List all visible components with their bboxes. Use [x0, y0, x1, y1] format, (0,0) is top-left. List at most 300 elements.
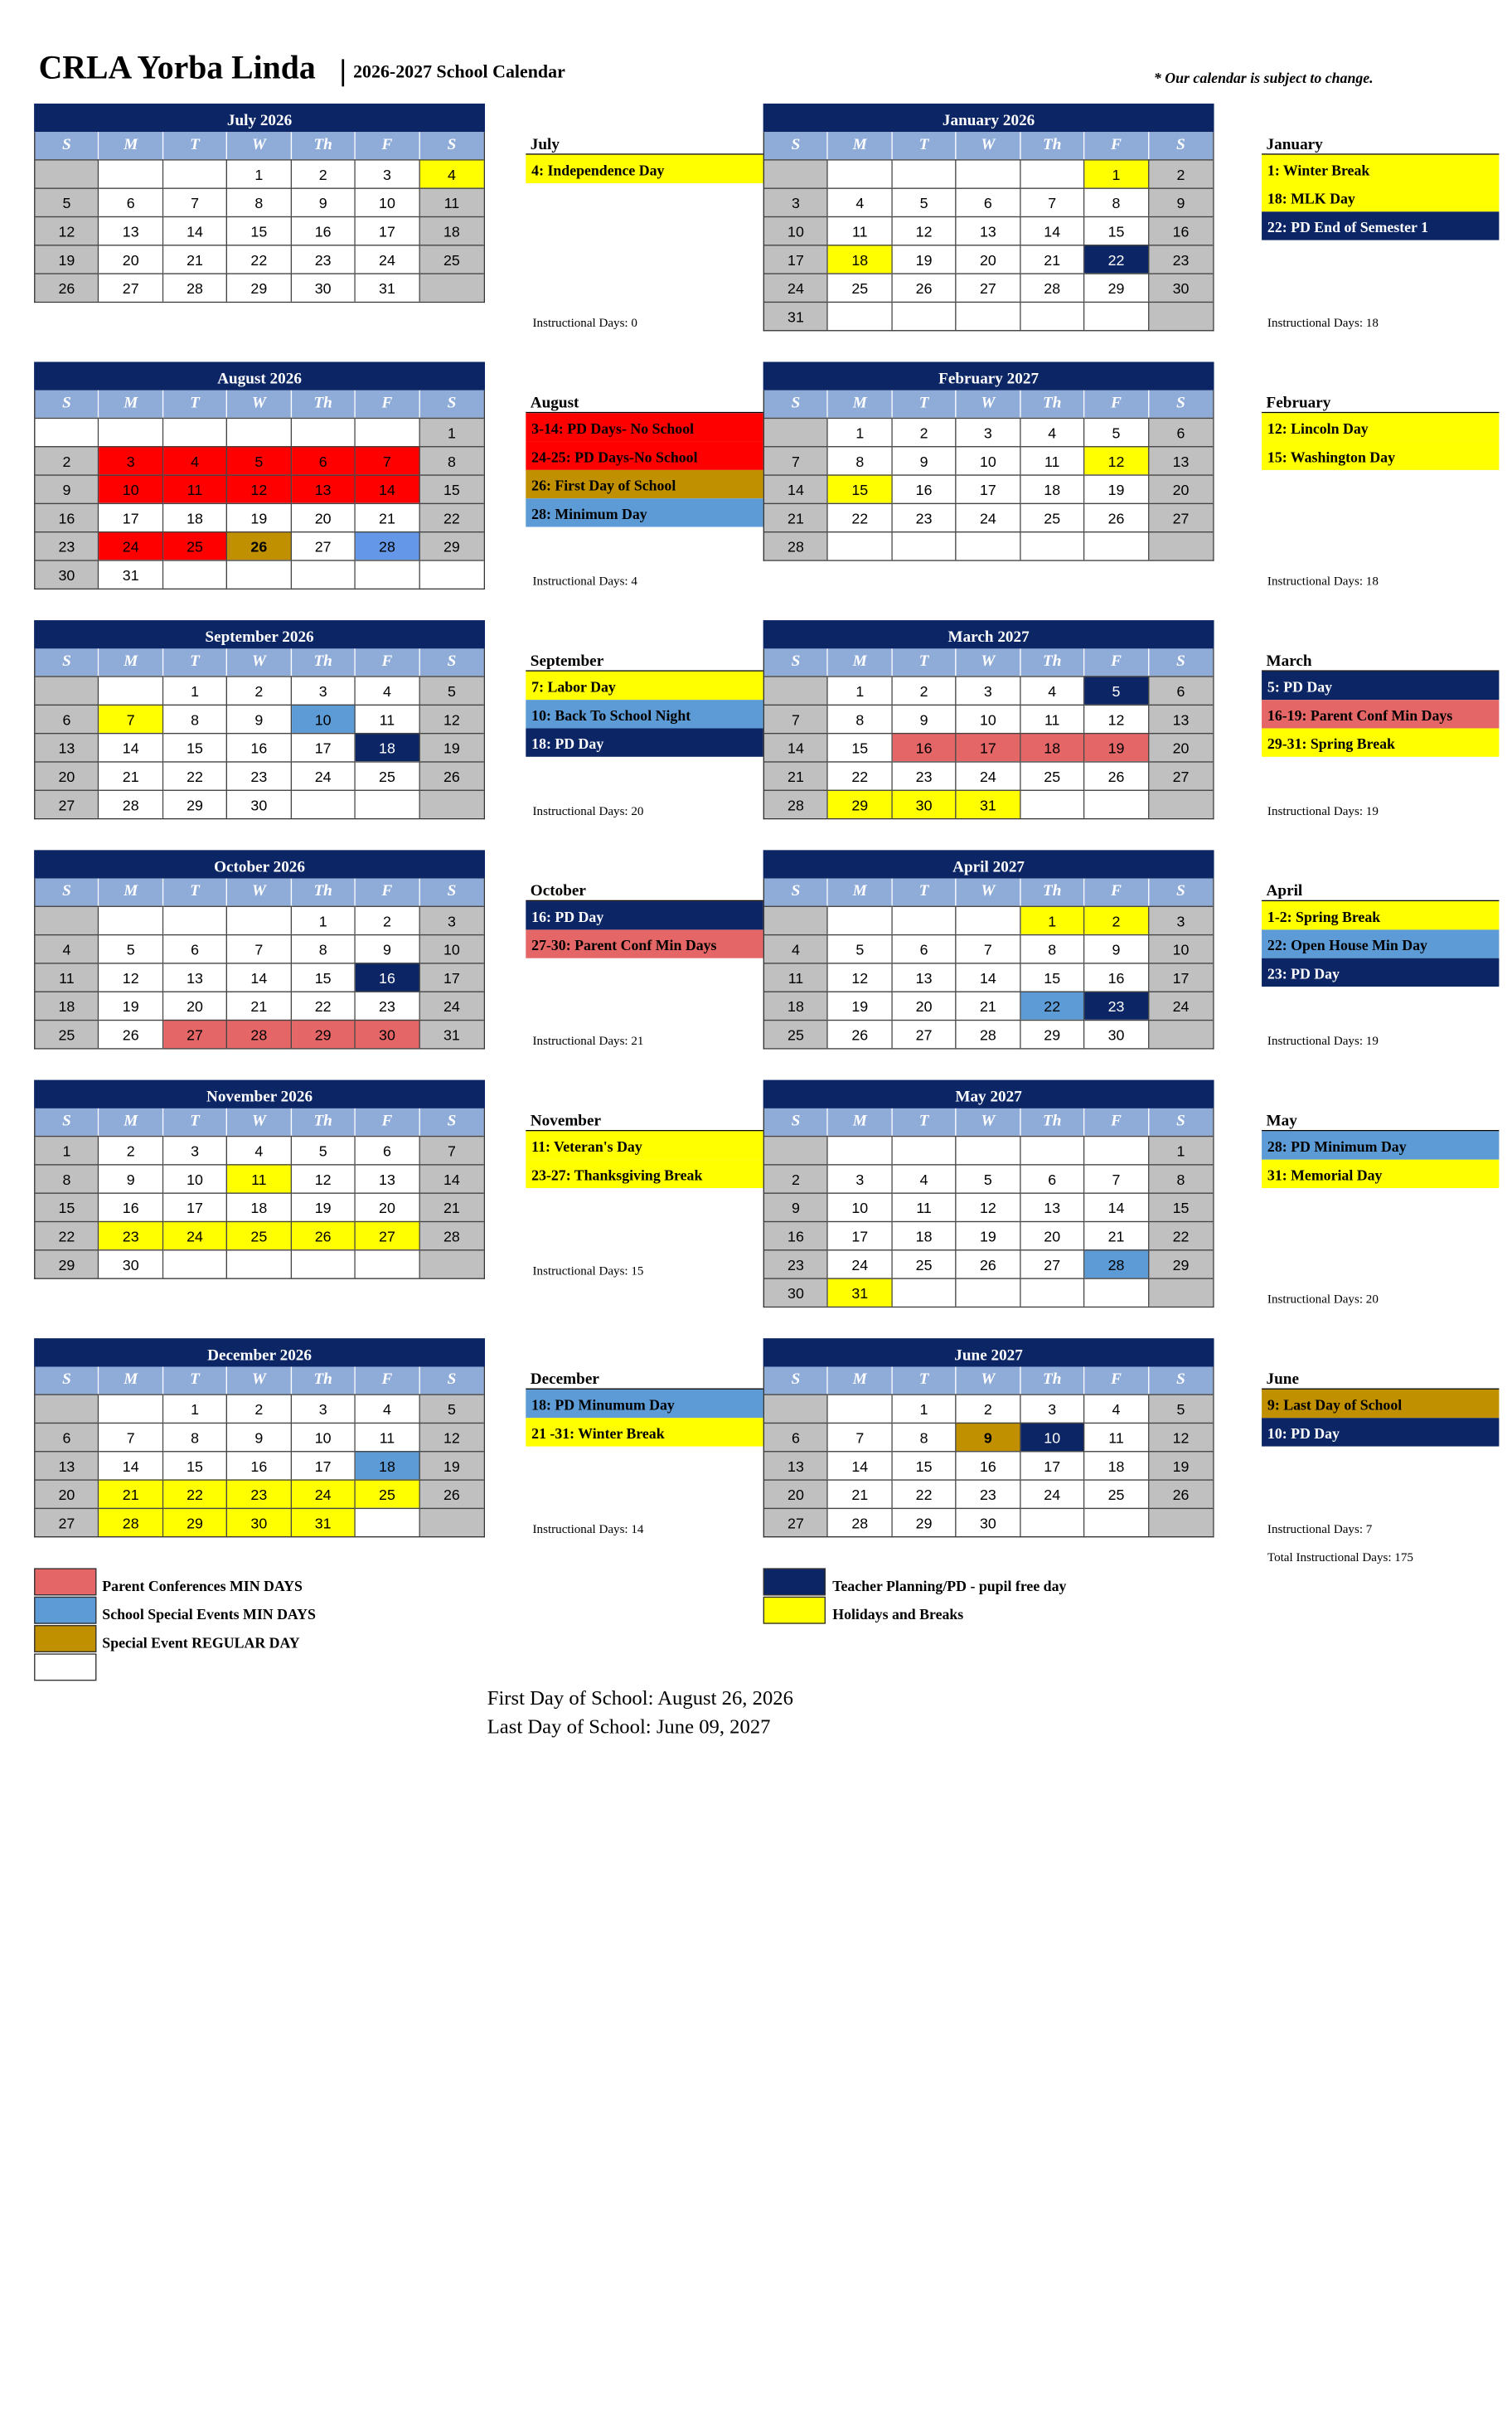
day-cell: 16: [893, 474, 957, 502]
day-cell: 11: [356, 1423, 419, 1451]
month-grid: [763, 648, 1214, 819]
day-cell: 11: [828, 216, 892, 245]
day-cell: 12: [292, 1164, 356, 1192]
day-cell: 13: [99, 216, 163, 245]
day-cell: 27: [35, 1508, 99, 1536]
day-cell: 20: [35, 1479, 99, 1507]
day-cell: 23: [1085, 992, 1149, 1020]
event-item: 29-31: Spring Break: [1262, 728, 1499, 756]
day-cell: 25: [1020, 503, 1084, 531]
empty-cell: [356, 790, 419, 818]
day-cell: 31: [356, 273, 419, 301]
day-cell: 10: [356, 187, 419, 216]
empty-cell: [419, 1249, 483, 1278]
day-cell: 18: [35, 992, 99, 1020]
day-cell: 12: [419, 1423, 483, 1451]
events-sep: [526, 648, 763, 756]
day-cell: 9: [227, 705, 291, 733]
day-cell: 3: [957, 418, 1020, 446]
day-cell: 12: [99, 963, 163, 991]
empty-cell: [764, 159, 828, 187]
day-cell: 24: [419, 992, 483, 1020]
day-header: F: [1085, 1108, 1149, 1136]
day-cell: 8: [828, 446, 892, 474]
day-header: S: [764, 390, 828, 418]
day-cell: 1: [828, 676, 892, 704]
day-cell: 11: [1020, 446, 1084, 474]
day-cell: 27: [35, 790, 99, 818]
day-header: S: [764, 132, 828, 159]
day-header: Th: [1020, 879, 1084, 906]
month-aug: [34, 361, 485, 589]
month-title: November 2026: [34, 1080, 485, 1108]
empty-cell: [99, 418, 163, 446]
empty-cell: [99, 1394, 163, 1422]
day-header: M: [828, 648, 892, 676]
month-title: May 2027: [763, 1080, 1214, 1108]
day-cell: 30: [1149, 273, 1213, 301]
day-cell: 19: [1085, 474, 1149, 502]
day-cell: 14: [99, 733, 163, 761]
day-cell: 30: [35, 560, 99, 588]
day-cell: 22: [163, 761, 227, 789]
day-cell: 23: [1149, 245, 1213, 273]
legend-swatch-special-events-min: [34, 1597, 96, 1624]
day-cell: 25: [1020, 761, 1084, 789]
day-header: W: [957, 390, 1020, 418]
legend-swatch-holidays: [763, 1597, 826, 1624]
day-cell: 9: [227, 1423, 291, 1451]
day-cell: 26: [99, 1020, 163, 1048]
day-cell: 16: [227, 1451, 291, 1479]
month-mar: [763, 620, 1214, 819]
day-cell: 27: [292, 531, 356, 560]
empty-cell: [957, 1136, 1020, 1164]
events-title: May: [1262, 1108, 1499, 1131]
event-item: 1: Winter Break: [1262, 155, 1499, 183]
day-cell: 8: [1020, 934, 1084, 963]
day-cell: 28: [1085, 1249, 1149, 1278]
day-cell: 14: [356, 474, 419, 502]
empty-cell: [419, 790, 483, 818]
day-cell: 6: [957, 187, 1020, 216]
day-cell: 8: [1085, 187, 1149, 216]
instructional-days: Instructional Days: 15: [532, 1264, 644, 1278]
event-item: 18: PD Minumum Day: [526, 1390, 763, 1418]
event-item: 27-30: Parent Conf Min Days: [526, 929, 763, 958]
day-cell: 22: [828, 503, 892, 531]
empty-cell: [35, 159, 99, 187]
day-header: W: [227, 1108, 291, 1136]
day-cell: 25: [163, 531, 227, 560]
day-header: M: [99, 648, 163, 676]
month-grid: [763, 879, 1214, 1050]
day-cell: 9: [1085, 934, 1149, 963]
day-cell: 3: [419, 906, 483, 934]
day-cell: 4: [419, 159, 483, 187]
day-cell: 21: [957, 992, 1020, 1020]
day-cell: 19: [35, 245, 99, 273]
empty-cell: [35, 1394, 99, 1422]
instructional-days: Instructional Days: 20: [1267, 1293, 1379, 1307]
day-cell: 14: [764, 474, 828, 502]
day-cell: 5: [1085, 676, 1149, 704]
day-header: Th: [1020, 1366, 1084, 1394]
month-title: July 2026: [34, 104, 485, 132]
day-cell: 18: [828, 245, 892, 273]
day-cell: 15: [163, 1451, 227, 1479]
day-cell: 9: [356, 934, 419, 963]
empty-cell: [1020, 1136, 1084, 1164]
day-cell: 5: [419, 676, 483, 704]
day-header: W: [227, 390, 291, 418]
day-header: T: [893, 132, 957, 159]
day-cell: 6: [893, 934, 957, 963]
event-item: 5: PD Day: [1262, 672, 1499, 700]
day-cell: 19: [292, 1192, 356, 1220]
day-cell: 9: [35, 474, 99, 502]
day-cell: 21: [163, 245, 227, 273]
day-cell: 22: [163, 1479, 227, 1507]
instructional-days: Instructional Days: 18: [1267, 575, 1379, 589]
empty-cell: [227, 418, 291, 446]
event-item: 10: PD Day: [1262, 1418, 1499, 1446]
day-cell: 5: [893, 187, 957, 216]
day-header: T: [163, 648, 227, 676]
month-title: August 2026: [34, 361, 485, 390]
day-cell: 17: [1149, 963, 1213, 991]
day-cell: 25: [893, 1249, 957, 1278]
day-cell: 4: [35, 934, 99, 963]
day-cell: 25: [419, 245, 483, 273]
day-cell: 2: [1085, 906, 1149, 934]
day-cell: 29: [893, 1508, 957, 1536]
day-header: W: [227, 879, 291, 906]
day-cell: 3: [764, 187, 828, 216]
day-cell: 13: [1149, 705, 1213, 733]
day-cell: 30: [356, 1020, 419, 1048]
day-cell: 4: [1085, 1394, 1149, 1422]
day-cell: 17: [99, 503, 163, 531]
empty-cell: [1085, 1278, 1149, 1306]
day-cell: 30: [957, 1508, 1020, 1536]
day-cell: 27: [1020, 1249, 1084, 1278]
day-cell: 13: [957, 216, 1020, 245]
day-cell: 25: [356, 1479, 419, 1507]
first-day-of-school: First Day of School: August 26, 2026: [487, 1686, 793, 1710]
day-cell: 6: [1149, 418, 1213, 446]
day-cell: 4: [1020, 418, 1084, 446]
events-title: October: [526, 879, 763, 901]
day-cell: 26: [893, 273, 957, 301]
day-cell: 1: [828, 418, 892, 446]
day-cell: 12: [828, 963, 892, 991]
day-cell: 7: [356, 446, 419, 474]
day-cell: 1: [893, 1394, 957, 1422]
day-cell: 31: [419, 1020, 483, 1048]
day-header: M: [99, 1108, 163, 1136]
day-cell: 26: [1085, 761, 1149, 789]
empty-cell: [99, 159, 163, 187]
day-cell: 12: [957, 1192, 1020, 1220]
day-cell: 9: [893, 705, 957, 733]
day-cell: 22: [893, 1479, 957, 1507]
month-title: March 2027: [763, 620, 1214, 648]
day-header: F: [356, 132, 419, 159]
day-cell: 15: [828, 733, 892, 761]
day-cell: 23: [292, 245, 356, 273]
day-cell: 10: [163, 1164, 227, 1192]
day-cell: 4: [1020, 676, 1084, 704]
day-cell: 2: [1149, 159, 1213, 187]
day-cell: 9: [1149, 187, 1213, 216]
day-cell: 7: [957, 934, 1020, 963]
day-cell: 6: [1020, 1164, 1084, 1192]
day-header: W: [957, 1108, 1020, 1136]
empty-cell: [957, 906, 1020, 934]
day-cell: 10: [764, 216, 828, 245]
month-apr: [763, 850, 1214, 1049]
day-cell: 2: [35, 446, 99, 474]
legend-label-parent-conf: Parent Conferences MIN DAYS: [102, 1577, 303, 1595]
day-cell: 22: [35, 1221, 99, 1249]
day-cell: 1: [163, 1394, 227, 1422]
day-cell: 11: [1085, 1423, 1149, 1451]
event-item: 15: Washington Day: [1262, 442, 1499, 470]
empty-cell: [1020, 790, 1084, 818]
day-cell: 26: [292, 1221, 356, 1249]
event-item: 12: Lincoln Day: [1262, 413, 1499, 441]
day-cell: 18: [764, 992, 828, 1020]
day-cell: 1: [227, 159, 291, 187]
events-title: January: [1262, 132, 1499, 154]
day-cell: 17: [828, 1221, 892, 1249]
day-header: W: [227, 132, 291, 159]
event-item: 31: Memorial Day: [1262, 1160, 1499, 1188]
day-cell: 31: [99, 560, 163, 588]
day-cell: 19: [419, 1451, 483, 1479]
day-cell: 5: [35, 187, 99, 216]
day-cell: 21: [1020, 245, 1084, 273]
day-header: W: [957, 648, 1020, 676]
empty-cell: [828, 906, 892, 934]
instructional-days: Instructional Days: 7: [1267, 1522, 1373, 1537]
total-instructional-days: Total Instructional Days: 175: [1267, 1550, 1413, 1565]
day-cell: 29: [419, 531, 483, 560]
empty-cell: [828, 1394, 892, 1422]
day-cell: 30: [99, 1249, 163, 1278]
event-item: 1-2: Spring Break: [1262, 901, 1499, 929]
day-cell: 5: [419, 1394, 483, 1422]
event-item: 23-27: Thanksgiving Break: [526, 1160, 763, 1188]
month-may: [763, 1080, 1214, 1308]
events-title: September: [526, 648, 763, 671]
day-cell: 20: [893, 992, 957, 1020]
day-cell: 20: [1020, 1221, 1084, 1249]
day-cell: 11: [356, 705, 419, 733]
day-header: S: [1149, 132, 1213, 159]
day-cell: 27: [1149, 761, 1213, 789]
day-cell: 28: [764, 790, 828, 818]
day-cell: 19: [419, 733, 483, 761]
day-cell: 10: [292, 1423, 356, 1451]
day-cell: 28: [163, 273, 227, 301]
day-cell: 28: [227, 1020, 291, 1048]
empty-cell: [99, 906, 163, 934]
day-cell: 2: [227, 1394, 291, 1422]
month-grid: [34, 132, 485, 303]
day-cell: 2: [764, 1164, 828, 1192]
month-sep: [34, 620, 485, 819]
day-header: T: [893, 648, 957, 676]
month-jun: [763, 1338, 1214, 1537]
empty-cell: [828, 159, 892, 187]
day-cell: 4: [356, 1394, 419, 1422]
day-cell: 5: [828, 934, 892, 963]
day-header: Th: [292, 879, 356, 906]
day-cell: 14: [764, 733, 828, 761]
day-cell: 5: [957, 1164, 1020, 1192]
day-cell: 13: [292, 474, 356, 502]
day-header: S: [419, 879, 483, 906]
day-header: S: [764, 879, 828, 906]
day-cell: 24: [1020, 1479, 1084, 1507]
day-cell: 21: [356, 503, 419, 531]
empty-cell: [893, 1278, 957, 1306]
day-cell: 4: [356, 676, 419, 704]
month-grid: [763, 1366, 1214, 1537]
day-cell: 16: [893, 733, 957, 761]
day-cell: 25: [828, 273, 892, 301]
day-cell: 24: [957, 503, 1020, 531]
day-cell: 24: [292, 1479, 356, 1507]
day-cell: 2: [356, 906, 419, 934]
day-cell: 18: [1020, 733, 1084, 761]
empty-cell: [35, 906, 99, 934]
day-header: T: [893, 390, 957, 418]
instructional-days: Instructional Days: 18: [1267, 316, 1379, 331]
day-cell: 30: [227, 1508, 291, 1536]
day-cell: 17: [356, 216, 419, 245]
day-cell: 16: [1149, 216, 1213, 245]
day-cell: 7: [99, 1423, 163, 1451]
day-cell: 23: [227, 1479, 291, 1507]
day-header: T: [893, 879, 957, 906]
day-cell: 15: [227, 216, 291, 245]
day-cell: 23: [764, 1249, 828, 1278]
month-dec: [34, 1338, 485, 1537]
day-cell: 14: [163, 216, 227, 245]
day-header: W: [957, 1366, 1020, 1394]
day-cell: 26: [419, 1479, 483, 1507]
day-cell: 30: [893, 790, 957, 818]
events-jan: [1262, 132, 1499, 240]
month-grid: [34, 1108, 485, 1279]
day-header: Th: [1020, 132, 1084, 159]
day-cell: 2: [957, 1394, 1020, 1422]
month-title: October 2026: [34, 850, 485, 878]
day-cell: 8: [828, 705, 892, 733]
day-cell: 17: [1020, 1451, 1084, 1479]
day-cell: 8: [35, 1164, 99, 1192]
day-header: W: [227, 648, 291, 676]
empty-cell: [227, 906, 291, 934]
event-item: 16: PD Day: [526, 901, 763, 929]
day-cell: 21: [828, 1479, 892, 1507]
month-title: June 2027: [763, 1338, 1214, 1366]
day-cell: 3: [1149, 906, 1213, 934]
day-header: S: [764, 1108, 828, 1136]
empty-cell: [1085, 1136, 1149, 1164]
day-cell: 1: [1085, 159, 1149, 187]
day-cell: 2: [893, 418, 957, 446]
day-header: S: [1149, 390, 1213, 418]
day-cell: 29: [1149, 1249, 1213, 1278]
event-item: 21 -31: Winter Break: [526, 1418, 763, 1446]
day-header: Th: [292, 132, 356, 159]
month-nov: [34, 1080, 485, 1279]
month-grid: [763, 1108, 1214, 1307]
legend-label-pd: Teacher Planning/PD - pupil free day: [832, 1577, 1067, 1595]
instructional-days: Instructional Days: 21: [532, 1034, 644, 1049]
day-cell: 2: [227, 676, 291, 704]
day-cell: 6: [356, 1136, 419, 1164]
empty-cell: [35, 676, 99, 704]
title-divider: [342, 59, 344, 86]
day-header: W: [227, 1366, 291, 1394]
day-cell: 13: [1149, 446, 1213, 474]
event-item: 16-19: Parent Conf Min Days: [1262, 700, 1499, 728]
day-cell: 1: [292, 906, 356, 934]
day-header: Th: [1020, 1108, 1084, 1136]
events-title: November: [526, 1108, 763, 1131]
day-cell: 11: [1020, 705, 1084, 733]
day-cell: 10: [1020, 1423, 1084, 1451]
day-cell: 23: [957, 1479, 1020, 1507]
legend-label-special-event-regular: Special Event REGULAR DAY: [102, 1634, 300, 1652]
day-cell: 10: [1149, 934, 1213, 963]
day-cell: 19: [99, 992, 163, 1020]
day-cell: 24: [957, 761, 1020, 789]
day-cell: 3: [957, 676, 1020, 704]
day-cell: 16: [764, 1221, 828, 1249]
day-cell: 9: [893, 446, 957, 474]
empty-cell: [227, 1249, 291, 1278]
day-cell: 10: [957, 446, 1020, 474]
day-cell: 17: [764, 245, 828, 273]
empty-cell: [292, 560, 356, 588]
day-cell: 17: [957, 474, 1020, 502]
day-header: S: [419, 1108, 483, 1136]
day-header: S: [35, 132, 99, 159]
day-cell: 20: [1149, 733, 1213, 761]
events-title: April: [1262, 879, 1499, 901]
events-nov: [526, 1108, 763, 1188]
day-cell: 16: [1085, 963, 1149, 991]
day-cell: 26: [419, 761, 483, 789]
month-title: January 2026: [763, 104, 1214, 132]
day-cell: 5: [227, 446, 291, 474]
day-header: M: [99, 132, 163, 159]
day-cell: 11: [227, 1164, 291, 1192]
day-header: F: [1085, 390, 1149, 418]
day-cell: 12: [893, 216, 957, 245]
day-cell: 15: [35, 1192, 99, 1220]
day-cell: 29: [828, 790, 892, 818]
day-cell: 5: [1149, 1394, 1213, 1422]
day-cell: 15: [828, 474, 892, 502]
day-cell: 28: [957, 1020, 1020, 1048]
